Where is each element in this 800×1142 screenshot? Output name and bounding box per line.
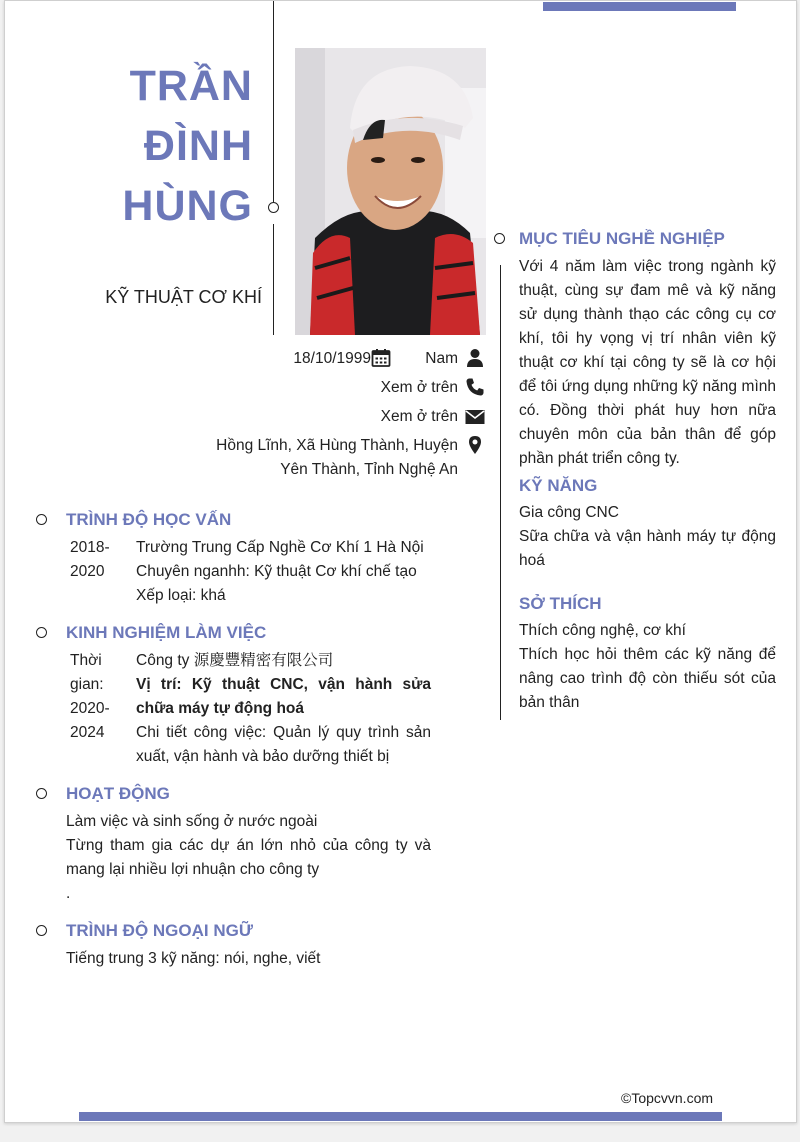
hobbies-list <box>519 619 776 715</box>
education-period-line: 2020 <box>70 563 105 580</box>
education-school: Trường Trung Cấp Nghề Cơ Khí 1 Hà Nội <box>136 539 424 556</box>
header-divider-line <box>273 224 274 335</box>
gender-value: Nam <box>425 350 458 367</box>
section-dot <box>494 233 505 244</box>
name-line: TRẦN <box>129 62 253 110</box>
phone-value: Xem ở trên <box>380 379 458 396</box>
birthday-value: 18/10/1999 <box>293 350 371 367</box>
activities-list <box>66 810 431 906</box>
profile-photo <box>295 48 486 335</box>
education-period-line: 2018- <box>70 539 110 556</box>
experience-period <box>70 649 110 745</box>
objective-text: Với 4 năm làm việc trong ngành kỹ thuật, cùng sự đam mê và kỹ năng sử dụng thành thạo các công cụ cơ khí, tôi hy vọng vị trí nhân viên kỹ thuật cơ khí tại công ty sẽ là cơ hội để tôi ứng dụng những kỹ năng mình có. Đồng thời phát huy hơn nữa chuyên môn của bản thân để góp phần phát triển công ty. <box>519 258 776 467</box>
hobby-item: Thích công nghệ, cơ khí <box>519 622 686 639</box>
experience-period-line: gian: <box>70 676 104 693</box>
experience-company: Công ty 源慶豐精密有限公司 <box>136 652 334 669</box>
mail-icon <box>465 407 485 427</box>
location-pin-icon <box>465 435 485 455</box>
activity-item: Làm việc và sinh sống ở nước ngoài <box>66 813 318 830</box>
header-timeline-dot <box>268 202 279 213</box>
languages-text: Tiếng trung 3 kỹ năng: nói, nghe, viết <box>66 950 321 967</box>
education-period <box>70 536 110 584</box>
education-major: Chuyên nganhh: Kỹ thuật Cơ khí chế tạo <box>136 563 417 580</box>
top-accent-bar <box>543 2 736 11</box>
activities-title: HOẠT ĐỘNG <box>66 784 170 803</box>
bottom-accent-bar <box>79 1112 722 1121</box>
hobbies-title: SỞ THÍCH <box>519 594 602 613</box>
education-details <box>136 536 436 608</box>
phone-icon <box>465 377 485 397</box>
address-line: Hồng Lĩnh, Xã Hùng Thành, Huyện <box>216 437 458 454</box>
experience-period-line: Thời <box>70 652 102 669</box>
copyright-footer: ©Topcvvn.com <box>621 1090 714 1106</box>
objective-title: MỤC TIÊU NGHỀ NGHIỆP <box>519 229 725 248</box>
user-icon <box>465 348 485 368</box>
activity-item: . <box>66 885 71 902</box>
section-dot <box>36 514 47 525</box>
job-title: KỸ THUẬT CƠ KHÍ <box>105 287 262 307</box>
experience-details <box>136 649 431 769</box>
experience-title: KINH NGHIỆM LÀM VIỆC <box>66 623 267 642</box>
experience-position: Vị trí: Kỹ thuật CNC, vận hành sửa chữa máy tự động hoá <box>136 676 431 717</box>
education-grade: Xếp loại: khá <box>136 587 226 604</box>
skills-title: KỸ NĂNG <box>519 476 598 495</box>
right-column-line <box>500 265 501 720</box>
languages-title: TRÌNH ĐỘ NGOẠI NGỮ <box>66 921 253 940</box>
section-dot <box>36 627 47 638</box>
activity-item: Từng tham gia các dự án lớn nhỏ của công ty và mang lại nhiều lợi nhuận cho công ty <box>66 837 431 878</box>
header-divider-line <box>273 1 274 203</box>
name-line: ĐÌNH <box>143 122 253 170</box>
experience-period-line: 2024 <box>70 724 105 741</box>
name-line: HÙNG <box>122 182 253 230</box>
cv-page <box>4 0 797 1123</box>
experience-description: Chi tiết công việc: Quản lý quy trình sản xuất, vận hành và bảo dưỡng thiết bị <box>136 724 431 765</box>
skill-item: Sữa chữa và vận hành máy tự động hoá <box>519 528 776 569</box>
education-title: TRÌNH ĐỘ HỌC VẤN <box>66 510 232 529</box>
email-value: Xem ở trên <box>380 408 458 425</box>
calendar-icon <box>371 348 391 368</box>
experience-period-line: 2020- <box>70 700 110 717</box>
section-dot <box>36 925 47 936</box>
section-dot <box>36 788 47 799</box>
address-line: Yên Thành, Tỉnh Nghệ An <box>280 461 458 478</box>
skills-list <box>519 501 776 573</box>
hobby-item: Thích học hỏi thêm các kỹ năng để nâng cao trình độ còn thiếu sót của bản thân <box>519 646 776 711</box>
skill-item: Gia công CNC <box>519 504 619 521</box>
